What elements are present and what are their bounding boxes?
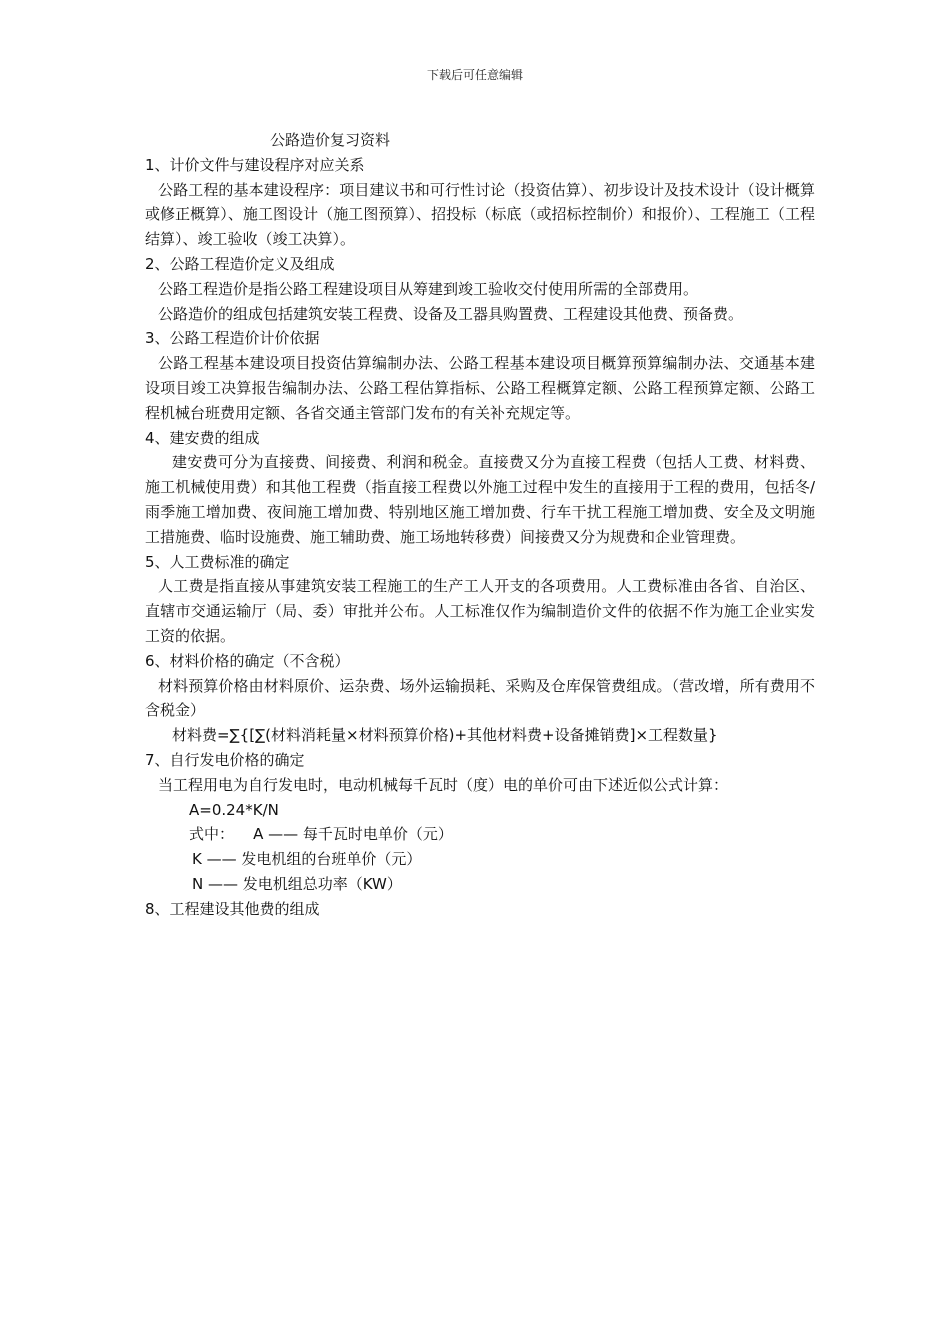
section-heading-1: 1、计价文件与建设程序对应关系 [145,155,365,174]
section-heading-2: 2、公路工程造价定义及组成 [145,254,335,273]
section-2-paragraph-2: 公路造价的组成包括建筑安装工程费、设备及工器具购置费、工程建设其他费、预备费。 [158,304,744,323]
section-heading-6: 6、材料价格的确定（不含税） [145,651,350,670]
header-note: 下载后可任意编辑 [426,68,523,82]
section-5-paragraph: 人工费是指直接从事建筑安装工程施工的生产工人开支的各项费用。人工费标准由各省、自治区、直辖市交通运输厅（局、委）审批并公布。人工标准仅作为编制造价文件的依据不作为施工企业实发工资的依据。 [145,577,815,645]
section-6-paragraph: 材料预算价格由材料原价、运杂费、场外运输损耗、采购及仓库保管费组成。（营改增，所有费用不含税金） [145,676,815,720]
formula-legend-n: N —— 发电机组总功率（KW） [192,874,402,893]
section-heading-8: 8、工程建设其他费的组成 [145,899,320,918]
section-2-paragraph-1: 公路工程造价是指公路工程建设项目从筹建到竣工验收交付使用所需的全部费用。 [158,279,699,298]
formula-legend-k: K —— 发电机组的台班单价（元） [192,850,422,869]
section-7-paragraph: 当工程用电为自行发电时，电动机械每千瓦时（度）电的单价可由下述近似公式计算： [158,775,729,794]
section-4-paragraph: 建安费可分为直接费、间接费、利润和税金。直接费又分为直接工程费（包括人工费、材料费、施工机械使用费）和其他工程费（指直接工程费以外施工过程中发生的直接用于工程的费用，包括冬/雨季施工增加费、夜间施工增加费、特别地区施工增加费、行车干扰工程施工增加费、安全及文明施工措施费、临时设施费、施工辅助费、施工场地转移费）间接费又分为规费和企业管理费。 [145,453,815,546]
section-1-paragraph: 公路工程的基本建设程序：项目建议书和可行性讨论（投资估算）、初步设计及技术设计（设计概算或修正概算）、施工图设计（施工图预算）、招投标（标底（或招标控制价）和报价）、工程施工（工程结算）、竣工验收（竣工决算）。 [145,180,815,249]
section-heading-3: 3、公路工程造价计价依据 [145,329,320,348]
section-3-paragraph: 公路工程基本建设项目投资估算编制办法、公路工程基本建设项目概算预算编制办法、交通基本建设项目竣工决算报告编制办法、公路工程估算指标、公路工程概算定额、公路工程预算定额、公路工程机械台班费用定额、各省交通主管部门发布的有关补充规定等。 [145,354,815,422]
document-title: 公路造价复习资料 [270,131,391,149]
formula-legend-a: 式中： A —— 每千瓦时电单价（元） [189,825,453,844]
material-cost-formula: 材料费=∑{[∑(材料消耗量×材料预算价格)+其他材料费+设备摊销费]×工程数量} [172,726,718,745]
document-body [145,128,815,922]
power-price-formula: A=0.24*K/N [189,800,279,819]
section-heading-5: 5、人工费标准的确定 [145,552,290,571]
section-heading-4: 4、建安费的组成 [145,428,260,447]
section-heading-7: 7、自行发电价格的确定 [145,750,305,769]
